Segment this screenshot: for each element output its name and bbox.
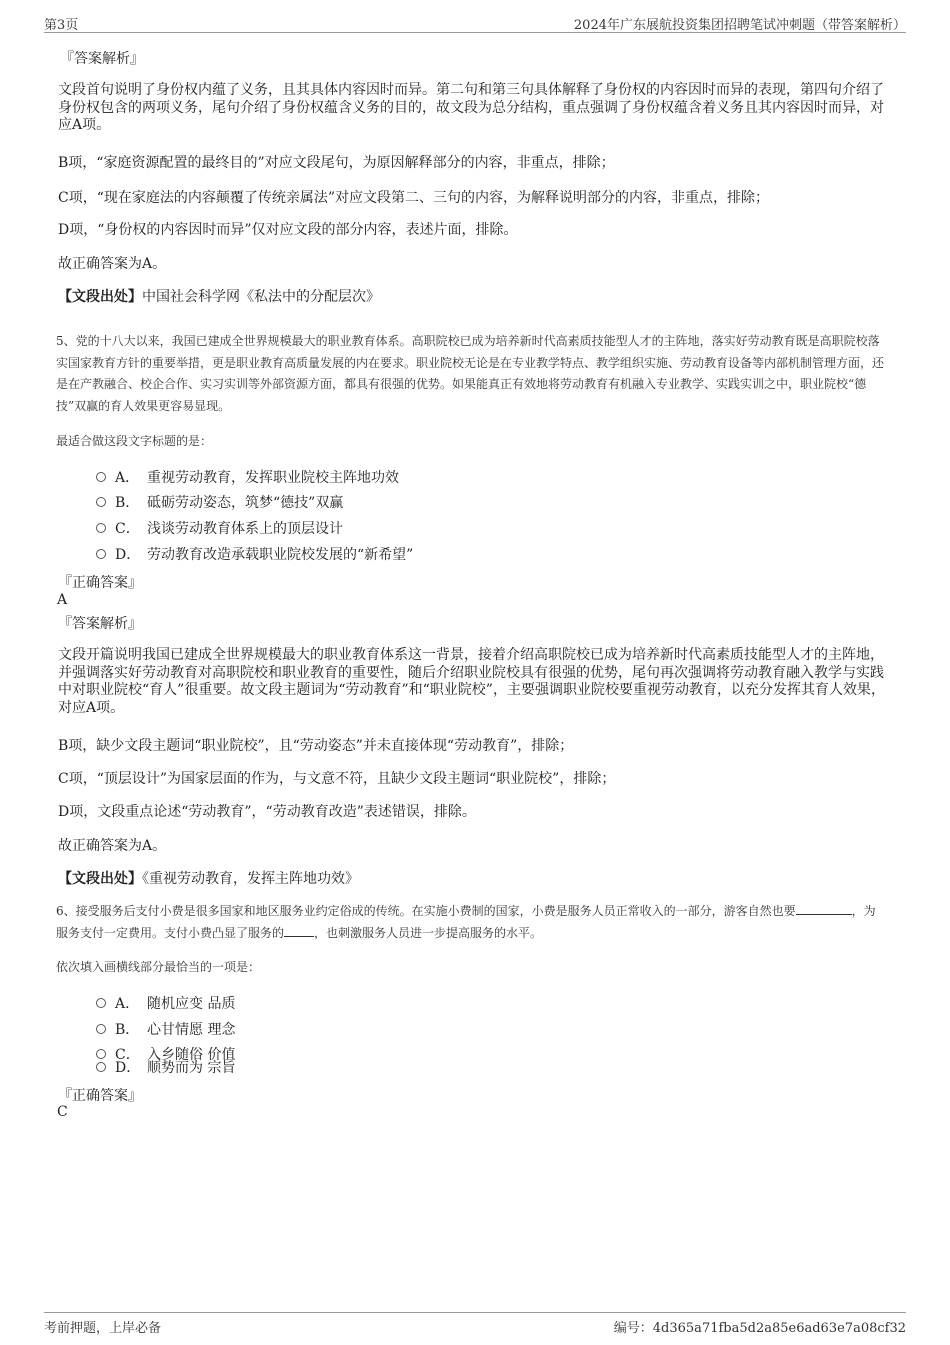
- option-text: 入乡随俗 价值: [147, 1047, 236, 1063]
- page-header: [44, 12, 906, 33]
- footer-slogan: 考前押题，上岸必备: [44, 1321, 162, 1336]
- option-letter: A．: [115, 470, 140, 486]
- q4-option-c-analysis: C项，“现在家庭法的内容颠覆了传统亲属法”对应文段第二、三句的内容，为解释说明部分的内容，非重点，排除；: [58, 190, 770, 206]
- option-letter: C．: [115, 521, 140, 537]
- q5-analysis-label: 『答案解析』: [58, 616, 142, 632]
- q4-source: [58, 286, 380, 306]
- option-text: 顺势而为 宗旨: [147, 1060, 236, 1076]
- q5-option-d[interactable]: [96, 544, 413, 562]
- option-letter: D．: [115, 1060, 141, 1076]
- document-code: 编号：4d365a71fba5d2a85e6ad63e7a08cf32: [613, 1321, 906, 1336]
- q6-question-text: [56, 901, 886, 944]
- q5-answer-label: 『正确答案』: [58, 575, 142, 591]
- option-text: 心甘情愿 理念: [147, 1022, 236, 1038]
- option-text: 浅谈劳动教育体系上的顶层设计: [147, 521, 343, 537]
- option-letter: B．: [115, 1022, 140, 1038]
- radio-icon[interactable]: [96, 472, 106, 482]
- radio-icon[interactable]: [96, 497, 106, 507]
- fill-blank-1: [796, 903, 852, 915]
- option-text: 砥砺劳动姿态，筑梦“德技”双赢: [147, 495, 344, 511]
- radio-icon[interactable]: [96, 523, 106, 533]
- option-text: 重视劳动教育，发挥职业院校主阵地功效: [147, 470, 399, 486]
- fill-blank-2: [284, 925, 314, 937]
- q4-analysis-text: 文段首句说明了身份权内蕴了义务，且其具体内容因时而异。第二句和第三句具体解释了身份权的内容因时而异的表现，第四句介绍了身份权包含的两项义务，尾句介绍了身份权蕴含义务的目的，故文段为总分结构，重点强调了身份权蕴含着义务且其内容因时而异，对应A项。: [58, 82, 884, 133]
- radio-icon[interactable]: [96, 998, 106, 1008]
- page-number: 第3页: [44, 18, 79, 33]
- q6-prompt: 依次填入画横线部分最恰当的一项是：: [56, 960, 261, 974]
- page-footer: [44, 1312, 906, 1337]
- q5-source-text: 《重视劳动教育，发挥主阵地功效》: [142, 871, 359, 887]
- option-letter: C．: [115, 1047, 140, 1063]
- option-text: 劳动教育改造承载职业院校发展的“新希望”: [147, 547, 414, 563]
- q5-question-text: 5、党的十八大以来，我国已建成全世界规模最大的职业教育体系。高职院校已成为培养新时代高素质技能型人才的主阵地，落实好劳动教育既是高职院校落实国家教育方针的重要举措，更是职业教育高质量发展的内在要求。职业院校无论是在专业教学特点、教学组织实施、劳动教育设备等内部机制管理方面，还是在产教融合、校企合作、实习实训等外部资源方面，都具有很强的优势。如果能真正有效地将劳动教育有机融入专业教学、实践实训之中，职业院校“德技”双赢的育人效果更容易显现。: [56, 334, 885, 413]
- q6-option-d[interactable]: [96, 1057, 235, 1075]
- option-letter: B．: [115, 495, 140, 511]
- q6-text-part2: ，为服务支付一定费用。支付小费凸显了服务的: [56, 904, 876, 940]
- radio-icon[interactable]: [96, 549, 106, 559]
- q5-option-c[interactable]: [96, 518, 343, 536]
- q6-option-a[interactable]: [96, 993, 235, 1011]
- q4-analysis-label: 『答案解析』: [60, 51, 144, 67]
- radio-icon[interactable]: [96, 1024, 106, 1034]
- q5-option-b[interactable]: [96, 492, 343, 510]
- q5-option-a[interactable]: [96, 467, 399, 485]
- q5-source: [58, 868, 359, 888]
- option-letter: D．: [115, 547, 141, 563]
- q6-text-part1: 6、接受服务后支付小费是很多国家和地区服务业约定俗成的传统。在实施小费制的国家，小费是服务人员正常收入的一部分，游客自然也要: [56, 904, 796, 918]
- q6-text-part3: ，也刺激服务人员进一步提高服务的水平。: [314, 925, 543, 940]
- q5-answer: A: [57, 592, 68, 608]
- q5-prompt: 最适合做这段文字标题的是：: [56, 434, 213, 448]
- q5-conclusion: 故正确答案为A。: [58, 838, 167, 854]
- q5-option-c-analysis: C项，“顶层设计”为国家层面的作为，与文意不符，且缺少文段主题词“职业院校”，排除；: [58, 771, 616, 787]
- q6-option-b[interactable]: [96, 1019, 235, 1037]
- q5-option-b-analysis: B项，缺少文段主题词“职业院校”，且“劳动姿态”并未直接体现“劳动教育”，排除；: [58, 738, 574, 754]
- q6-answer: C: [57, 1104, 68, 1120]
- q6-answer-label: 『正确答案』: [58, 1088, 142, 1104]
- document-title: 2024年广东展航投资集团招聘笔试冲刺题（带答案解析）: [573, 18, 906, 33]
- radio-icon[interactable]: [96, 1062, 106, 1072]
- q4-conclusion: 故正确答案为A。: [58, 256, 167, 272]
- option-letter: A．: [115, 996, 140, 1012]
- q4-source-text: 中国社会科学网《私法中的分配层次》: [142, 289, 380, 305]
- q4-option-b-analysis: B项，“家庭资源配置的最终目的”对应文段尾句，为原因解释部分的内容，非重点，排除；: [58, 155, 615, 171]
- q4-option-d-analysis: D项，“身份权的内容因时而异”仅对应文段的部分内容，表述片面，排除。: [58, 222, 518, 238]
- q5-analysis-text: 文段开篇说明我国已建成全世界规模最大的职业教育体系这一背景，接着介绍高职院校已成为培养新时代高素质技能型人才的主阵地，并强调落实好劳动教育对高职院校和职业教育的重要性，随后介绍职业院校具有很强的优势，尾句再次强调将劳动教育融入教学与实践中对职业院校“育人”很重要。故文段主题词为“劳动教育”和“职业院校”，主要强调职业院校要重视劳动教育，以充分发挥其育人效果，对应A项。: [58, 647, 885, 716]
- q4-source-tag: 【文段出处】: [58, 289, 142, 305]
- q5-option-d-analysis: D项，文段重点论述“劳动教育”，“劳动教育改造”表述错误，排除。: [58, 804, 476, 820]
- q5-source-tag: 【文段出处】: [58, 871, 142, 887]
- option-text: 随机应变 品质: [147, 996, 236, 1012]
